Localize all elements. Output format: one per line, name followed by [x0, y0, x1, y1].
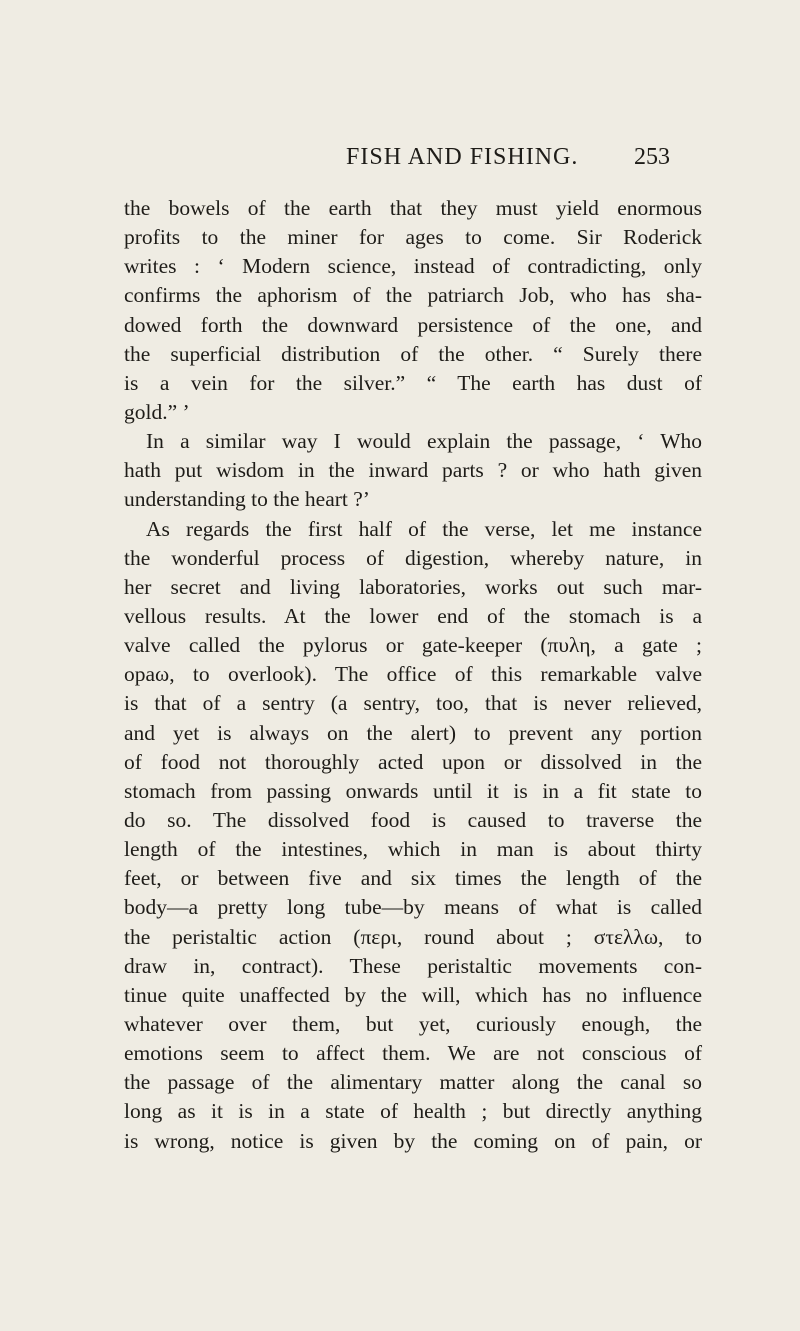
text-line: confirms the aphorism of the patriarch Job, who has sha-: [124, 283, 702, 308]
text-line: is wrong, notice is given by the coming on of pain, or: [124, 1128, 702, 1153]
page-number: 253: [634, 144, 670, 170]
text-line: is that of a sentry (a sentry, too, that is never relieved,: [124, 691, 702, 716]
text-line: writes : ‘ Modern science, instead of contradicting, only: [124, 254, 702, 279]
text-line: hath put wisdom in the inward parts ? or who hath given: [124, 458, 702, 483]
body-text: [124, 194, 702, 1156]
text-line: As regards the first half of the verse, let me instance: [146, 516, 702, 541]
text-line: draw in, contract). These peristaltic movements con-: [124, 953, 702, 978]
text-line: her secret and living laboratories, works out such mar-: [124, 574, 702, 599]
running-head: FISH AND FISHING.: [346, 144, 579, 170]
text-line: the peristaltic action (περι, round about ; στελλω, to: [124, 924, 702, 949]
text-line: gold.” ’: [124, 399, 190, 424]
text-line: understanding to the heart ?’: [124, 487, 370, 512]
text-line: dowed forth the downward persistence of the one, and: [124, 312, 702, 337]
text-line: whatever over them, but yet, curiously enough, the: [124, 1011, 702, 1036]
page-header: [0, 144, 800, 178]
text-line: body—a pretty long tube—by means of what is called: [124, 895, 702, 920]
text-line: valve called the pylorus or gate-keeper (πυλη, a gate ;: [124, 633, 702, 658]
text-line: tinue quite unaffected by the will, which has no influence: [124, 982, 702, 1007]
text-line: do so. The dissolved food is caused to traverse the: [124, 807, 702, 832]
text-line: profits to the miner for ages to come. Sir Roderick: [124, 225, 702, 250]
text-line: long as it is in a state of health ; but directly anything: [124, 1099, 702, 1124]
text-line: vellous results. At the lower end of the stomach is a: [124, 603, 702, 628]
text-line: and yet is always on the alert) to prevent any portion: [124, 720, 702, 745]
text-line: of food not thoroughly acted upon or dissolved in the: [124, 749, 702, 774]
text-line: feet, or between five and six times the length of the: [124, 866, 702, 891]
text-line: the wonderful process of digestion, whereby nature, in: [124, 545, 702, 570]
text-line: is a vein for the silver.” “ The earth has dust of: [124, 370, 702, 395]
text-line: the passage of the alimentary matter along the canal so: [124, 1070, 702, 1095]
text-line: In a similar way I would explain the passage, ‘ Who: [146, 429, 702, 454]
text-line: length of the intestines, which in man is about thirty: [124, 837, 702, 862]
text-line: emotions seem to affect them. We are not conscious of: [124, 1041, 702, 1066]
text-line: opaω, to overlook). The office of this remarkable valve: [124, 662, 702, 687]
text-line: the bowels of the earth that they must yield enormous: [124, 196, 702, 220]
text-line: stomach from passing onwards until it is in a fit state to: [124, 778, 702, 803]
text-line: the superficial distribution of the other. “ Surely there: [124, 341, 702, 366]
